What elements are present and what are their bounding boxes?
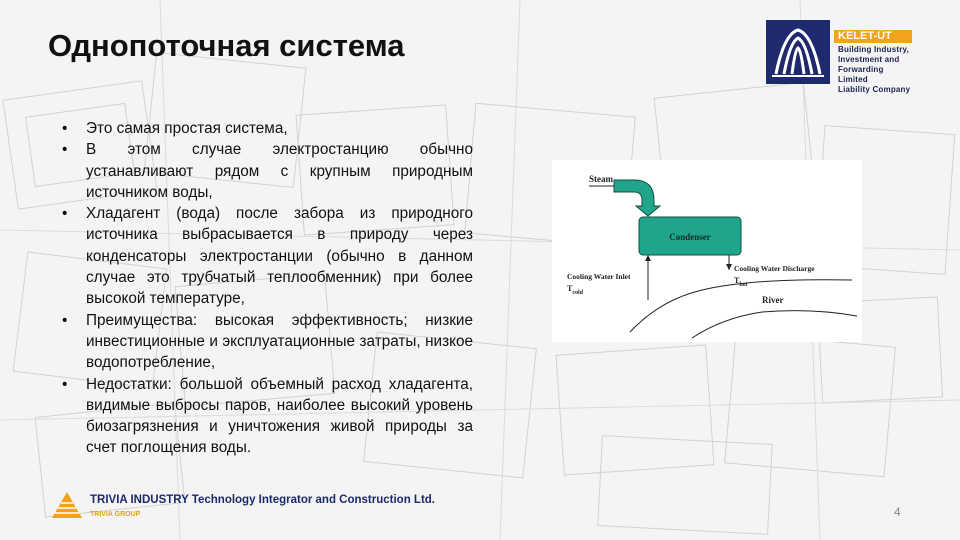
slide-title: Однопоточная система — [48, 28, 405, 63]
t-cold-sub: cold — [572, 290, 584, 296]
bullet-list — [62, 118, 473, 459]
t-cold-main: T — [567, 284, 573, 293]
steam-arrow-icon — [614, 180, 660, 216]
bullet-item — [62, 374, 473, 459]
t-hot-label — [734, 276, 748, 288]
bullet-text: Хладагент (вода) после забора из природного источника выбрасывается в природу через конденсаторы электростанции (обычно в данном случае это трубчатый теплообменник) при более высокой температуре, — [86, 205, 473, 308]
inlet-label: Cooling Water Inlet — [567, 272, 631, 281]
discharge-label: Cooling Water Discharge — [734, 264, 815, 273]
t-cold-label — [567, 284, 584, 296]
bullet-text: Преимущества: высокая эффективность; низкие инвестиционные и эксплуатационные затраты, низкое водопотребление, — [86, 311, 473, 372]
bullet-text: Недостатки: большой объемный расход хладагента, видимые выбросы паров, наиболее высокий уровень биозагрязнения и уничтожения живой природы за счет поглощения воды. — [86, 375, 473, 457]
discharge-arrow-icon — [726, 264, 732, 270]
condenser-label: Condenser — [669, 232, 711, 242]
bullet-text: Это самая простая система, — [86, 120, 288, 137]
footer-group-name: TRIVIA GROUP — [90, 511, 141, 518]
kelet-logo-tagline: Building Industry, Investment and Forwarding Limited Liability Company — [838, 45, 911, 94]
bullet-item — [62, 203, 473, 309]
river-label: River — [762, 295, 784, 305]
kelet-emblem-icon — [766, 20, 830, 84]
footer-company-name: TRIVIA INDUSTRY Technology Integrator and Construction Ltd. — [90, 494, 435, 506]
kelet-logo-name: KELET-ÜT — [834, 30, 912, 43]
t-hot-main: T — [734, 276, 740, 285]
bullet-item — [62, 118, 473, 139]
riverbank-lower — [692, 311, 857, 338]
bullet-item — [62, 310, 473, 374]
kelet-logo — [766, 20, 912, 94]
cooling-diagram — [552, 160, 862, 342]
bullet-marker: • — [62, 205, 68, 223]
bullet-marker: • — [62, 375, 68, 393]
bullet-item — [62, 139, 473, 203]
inlet-arrow-icon — [645, 255, 651, 261]
bullet-marker: • — [62, 311, 68, 329]
bullet-marker: • — [62, 120, 68, 137]
page-number: 4 — [894, 505, 901, 519]
t-hot-sub: hot — [739, 282, 748, 288]
trivia-logo-icon — [50, 490, 84, 520]
steam-label: Steam — [589, 174, 613, 184]
bullet-text: В этом случае электростанцию обычно устанавливают рядом с крупным природным источником воды, — [86, 141, 473, 201]
bullet-marker: • — [62, 141, 68, 159]
